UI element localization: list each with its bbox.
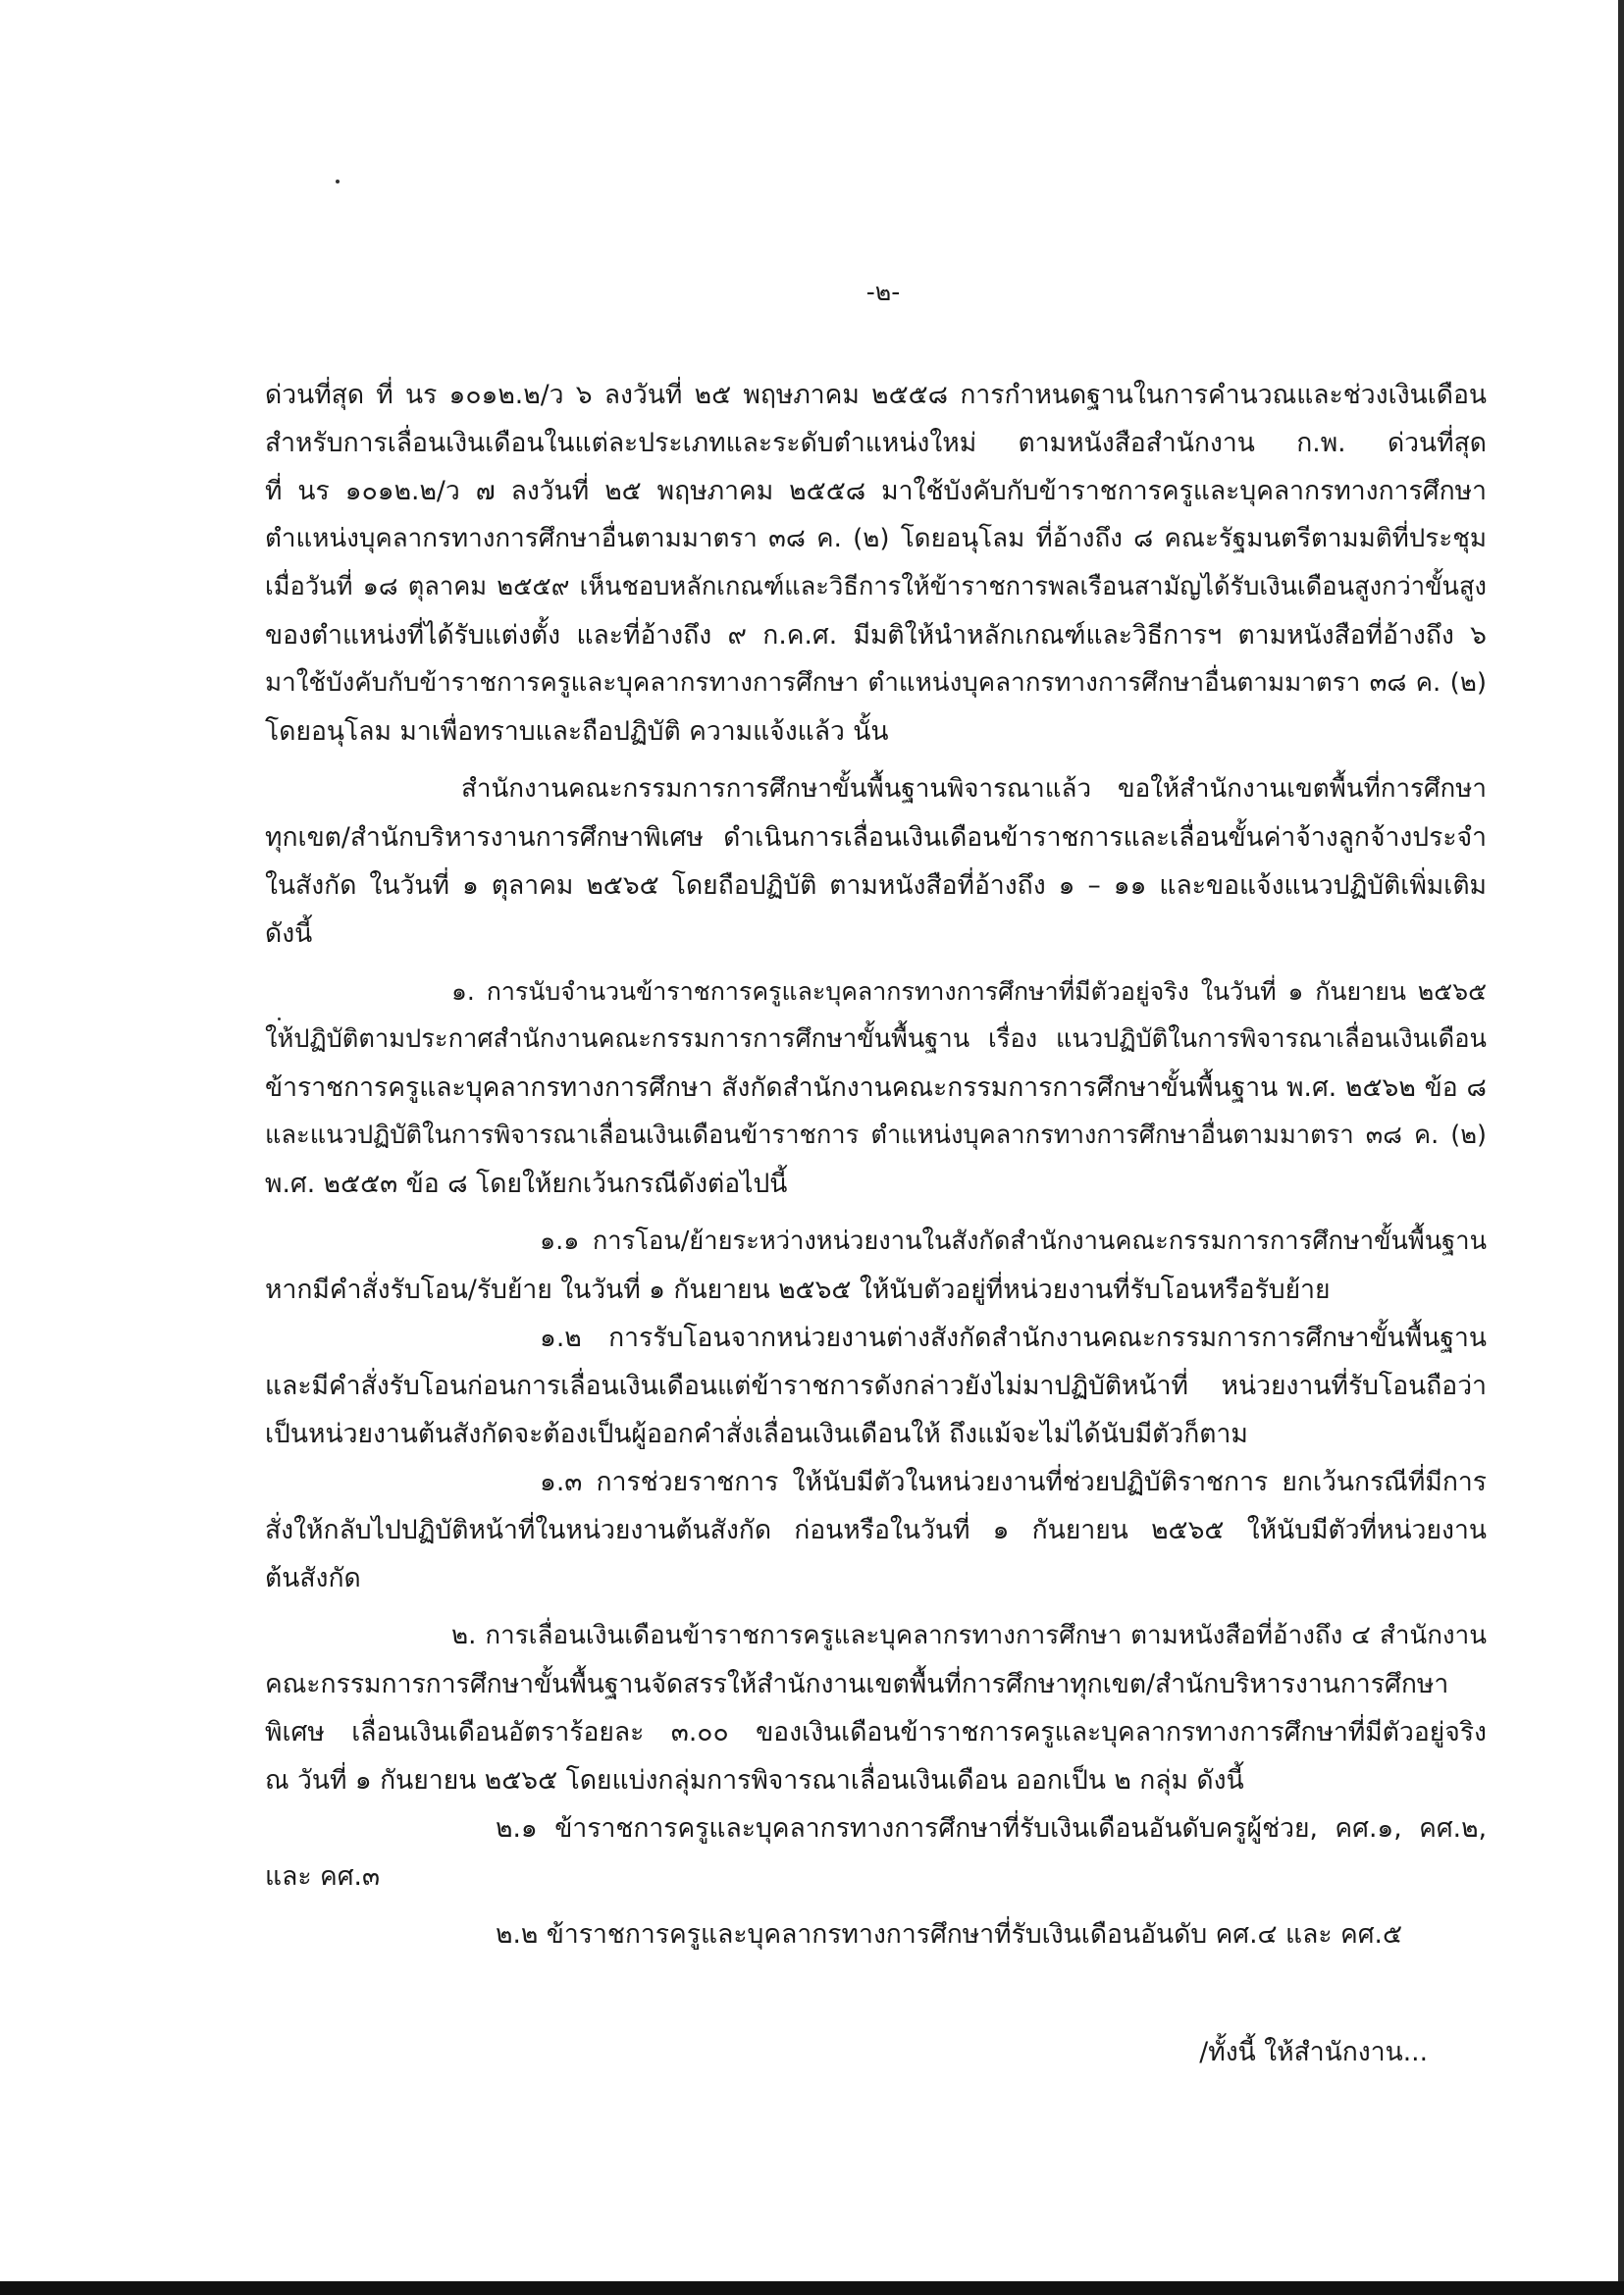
- text-line: หากมีคำสั่งรับโอน/รับย้าย ในวันที่ ๑ กันยายน ๒๕๖๕ ให้นับตัวอยู่ที่หน่วยงานที่รับโอนหรือรับย้าย: [265, 1275, 1331, 1305]
- text-line: และมีคำสั่งรับโอนก่อนการเลื่อนเงินเดือนแต่ข้าราชการดังกล่าวยังไม่มาปฏิบัติหน้าที่ หน่วยงานที่รับโอนถือว่า: [265, 1371, 1487, 1401]
- item-2-2: [265, 1910, 1487, 1958]
- text-line: เป็นหน่วยงานต้นสังกัดจะต้องเป็นผู้ออกคำสั่งเลื่อนเงินเดือนให้ ถึงแม้จะไม่ได้นับมีตัวก็ตาม: [265, 1419, 1248, 1449]
- scan-border-bottom: [0, 2281, 1624, 2295]
- paragraph-instruction: [265, 765, 1487, 958]
- text-line: ด่วนที่สุด ที่ นร ๑๐๑๒.๒/ว ๖ ลงวันที่ ๒๕ พฤษภาคม ๒๕๕๘ การกำหนดฐานในการคำนวณและช่วงเงินเดือน: [265, 380, 1487, 410]
- text-line: สำนักงานคณะกรรมการการศึกษาขั้นพื้นฐานพิจารณาแล้ว ขอให้สำนักงานเขตพื้นที่การศึกษา: [461, 774, 1487, 804]
- text-line: ๒.๑ ข้าราชการครูและบุคลากรทางการศึกษาที่รับเงินเดือนอันดับครูผู้ช่วย, คศ.๑, คศ.๒,: [496, 1813, 1487, 1844]
- text-line: ดังนี้: [265, 918, 313, 949]
- text-line: และแนวปฏิบัติในการพิจารณาเลื่อนเงินเดือนข้าราชการ ตำแหน่งบุคลากรทางการศึกษาอื่นตามมาตรา ๓๘ ค. (๒): [265, 1121, 1487, 1150]
- item-1-1: [265, 1218, 1487, 1314]
- text-line: โดยอนุโลม มาเพื่อทราบและถือปฏิบัติ ความแจ้งแล้ว นั้น: [265, 716, 889, 747]
- text-line: ๑.๓ การช่วยราชการ ให้นับมีตัวในหน่วยงานที่ช่วยปฏิบัติราชการ ยกเว้นกรณีที่มีการ: [540, 1467, 1487, 1497]
- text-line: ๑.๑ การโอน/ย้ายระหว่างหน่วยงานในสังกัดสำนักงานคณะกรรมการการศึกษาขั้นพื้นฐาน: [540, 1226, 1487, 1256]
- item-1-3: [265, 1458, 1487, 1602]
- text-line: พ.ศ. ๒๕๕๓ ข้อ ๘ โดยให้ยกเว้นกรณีดังต่อไปนี้: [265, 1169, 788, 1199]
- text-line: ต้นสังกัด: [265, 1563, 361, 1593]
- text-line: ๒.๒ ข้าราชการครูและบุคลากรทางการศึกษาที่รับเงินเดือนอันดับ คศ.๔ และ คศ.๕: [496, 1919, 1403, 1950]
- text-line: ทุกเขต/สำนักบริหารงานการศึกษาพิเศษ ดำเนินการเลื่อนเงินเดือนข้าราชการและเลื่อนขั้นค่าจ้างลูกจ้างประจำ: [265, 822, 1487, 853]
- page-number: -๒-: [865, 278, 901, 306]
- text-line: สั่งให้กลับไปปฏิบัติหน้าที่ในหน่วยงานต้นสังกัด ก่อนหรือในวันที่ ๑ กันยายน ๒๕๖๕ ให้นับมีตัวที่หน่วยงาน: [265, 1515, 1487, 1545]
- scan-speck: [336, 180, 340, 183]
- item-1-2: [265, 1314, 1487, 1458]
- continuation-note: /ทั้งนี้ ให้สำนักงาน...: [1199, 2037, 1428, 2067]
- text-line: ในสังกัด ในวันที่ ๑ ตุลาคม ๒๕๖๕ โดยถือปฏิบัติ ตามหนังสือที่อ้างถึง ๑ – ๑๑ และขอแจ้งแนวปฏิบัติเพิ่มเติม: [265, 870, 1487, 901]
- text-line: ของตำแหน่งที่ได้รับแต่งตั้ง และที่อ้างถึง ๙ ก.ค.ศ. มีมติให้นำหลักเกณฑ์และวิธีการฯ ตามหนังสือที่อ้างถึง ๖: [265, 620, 1487, 651]
- text-line: ตำแหน่งบุคลากรทางการศึกษาอื่นตามมาตรา ๓๘ ค. (๒) โดยอนุโลม ที่อ้างถึง ๘ คณะรัฐมนตรีตามมติที่ประชุม: [265, 524, 1487, 553]
- text-line: ๒. การเลื่อนเงินเดือนข้าราชการครูและบุคลากรทางการศึกษา ตามหนังสือที่อ้างถึง ๔ สำนักงาน: [451, 1621, 1487, 1650]
- text-line: ๑. การนับจำนวนข้าราชการครูและบุคลากรทางการศึกษาที่มีตัวอยู่จริง ในวันที่ ๑ กันยายน ๒๕๖๕: [451, 977, 1487, 1006]
- text-line: สำหรับการเลื่อนเงินเดือนในแต่ละประเภทและระดับตำแหน่งใหม่ ตามหนังสือสำนักงาน ก.พ. ด่วนที่สุด: [265, 428, 1487, 458]
- text-line: เมื่อวันที่ ๑๘ ตุลาคม ๒๕๕๙ เห็นชอบหลักเกณฑ์และวิธีการให้ข้าราชการพลเรือนสามัญได้รับเงินเดือนสูงกว่าขั้นสูง: [265, 572, 1487, 601]
- text-line: มาใช้บังคับกับข้าราชการครูและบุคลากรทางการศึกษา ตำแหน่งบุคลากรทางการศึกษาอื่นตามมาตรา ๓๘ ค. (๒): [265, 668, 1487, 698]
- item-1: [265, 967, 1487, 1208]
- text-line: พิเศษ เลื่อนเงินเดือนอัตราร้อยละ ๓.๐๐ ของเงินเดือนข้าราชการครูและบุคลากรทางการศึกษาที่มีตัวอยู่จริง: [265, 1717, 1487, 1747]
- text-line: ข้าราชการครูและบุคลากรทางการศึกษา สังกัดสำนักงานคณะกรรมการการศึกษาขั้นพื้นฐาน พ.ศ. ๒๕๖๒ ข้อ ๘: [265, 1072, 1487, 1103]
- text-line: ๑.๒ การรับโอนจากหน่วยงานต่างสังกัดสำนักงานคณะกรรมการการศึกษาขั้นพื้นฐาน: [540, 1323, 1487, 1353]
- text-line: ที่ นร ๑๐๑๒.๒/ว ๗ ลงวันที่ ๒๕ พฤษภาคม ๒๕๕๘ มาใช้บังคับกับข้าราชการครูและบุคลากรทางการศึกษา: [265, 476, 1487, 506]
- item-2-1: [265, 1804, 1487, 1901]
- text-line: ณ วันที่ ๑ กันยายน ๒๕๖๕ โดยแบ่งกลุ่มการพิจารณาเลื่อนเงินเดือน ออกเป็น ๒ กลุ่ม ดังนี้: [265, 1765, 1244, 1796]
- paragraph-references: [265, 371, 1487, 756]
- text-line: ให้ปฏิบัติตามประกาศสำนักงานคณะกรรมการการศึกษาขั้นพื้นฐาน เรื่อง แนวปฏิบัติในการพิจารณาเลื่อนเงินเดือน: [265, 1024, 1487, 1054]
- text-line: และ คศ.๓: [265, 1861, 381, 1892]
- text-line: คณะกรรมการการศึกษาขั้นพื้นฐานจัดสรรให้สำนักงานเขตพื้นที่การศึกษาทุกเขต/สำนักบริหารงานการศึกษา: [265, 1669, 1449, 1699]
- item-2: [265, 1612, 1487, 1804]
- scan-border-right: [1618, 0, 1624, 2295]
- document-body: [265, 371, 1487, 1958]
